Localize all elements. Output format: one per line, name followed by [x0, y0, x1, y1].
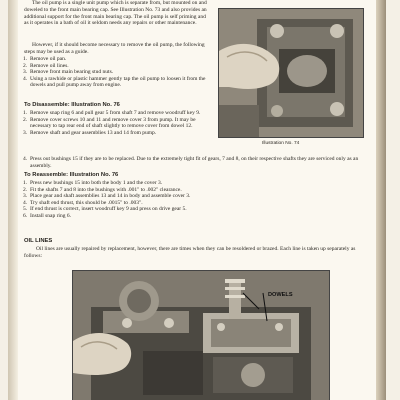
disassemble-steps-list-wide — [23, 156, 360, 169]
list-item: 3. Remove shaft and gear assemblies 13 and 14 from pump. — [23, 129, 157, 136]
reassemble-step-2-text: Fit the shafts 7 and 8 into the bushings with .001" to .002" clearance. — [30, 186, 182, 193]
page-edge-shadow — [376, 0, 386, 400]
reassemble-step-3-text: Place gear and shaft assemblies 13 and 14 in body and assemble cover 3. — [30, 193, 191, 200]
oil-pump-photo-top — [218, 8, 364, 138]
reassemble-steps-list — [23, 180, 350, 220]
removal-step-2-text: Remove oil lines. — [30, 62, 69, 69]
list-item: 4. Try shaft end thrust, this should be .0015" to .003". — [23, 199, 143, 206]
list-item: 3. Place gear and shaft assemblies 13 and 14 in body and assemble cover 3. — [23, 193, 191, 200]
list-item: 6. Install snap ring 6. — [23, 212, 71, 219]
disassemble-step-1-text: Remove snap ring 6 and pull gear 5 from shaft 7 and remove woodruff key 9. — [30, 110, 201, 116]
removal-step-4-text: Using a rawhide or plastic hammer gently tap the oil pump to loosen it from the dowels and pull pump away from engine. — [30, 75, 206, 89]
list-item: 1. Press new bushings 15 into both the body 1 and the cover 3. — [23, 180, 163, 186]
reassemble-step-5-text: If end thrust is correct, insert woodruff key 9 and press on drive gear 5. — [30, 206, 187, 213]
disassemble-step-2-text: Remove cover screws 10 and 11 and remove cover 3 from pump. It may be necessary to tap rear end of shaft slightly to remove cover from dowel 12. — [30, 116, 196, 130]
oil-lines-heading: OIL LINES — [24, 238, 53, 244]
disassemble-step-4-text: Press out bushings 15 if they are to be replaced. Due to the extremely tight fit of gears, 7 and 8, on their respective shafts they are serviced only as an assembly. — [30, 156, 359, 169]
list-item: 2. Fit the shafts 7 and 8 into the bushings with .001" to .002" clearance. — [23, 186, 182, 193]
list-item: 1. Remove oil pan. — [23, 56, 67, 62]
list-item: 5. If end thrust is correct, insert woodruff key 9 and press on drive gear 5. — [23, 206, 187, 213]
list-item: 3. Remove front main bearing stud nuts. — [23, 69, 114, 76]
oil-pump-removal-illustration — [219, 9, 363, 137]
removal-steps-list — [23, 56, 208, 89]
figure-caption-top: Illustration No. 74 — [262, 141, 300, 146]
disassemble-heading: To Disassemble: Illustration No. 76 — [24, 102, 120, 108]
reassemble-step-1-text: Press new bushings 15 into both the body 1 and the cover 3. — [30, 180, 163, 186]
oil-pump-photo-bottom — [72, 270, 330, 400]
oil-lines-paragraph: Oil lines are usually repaired by replacement, however, there are times when they can be resoldered or brazed. Each line is taken up separately as follows: — [24, 246, 356, 259]
list-item: 2. Remove oil lines. — [23, 62, 69, 69]
list-item: 1. Remove snap ring 6 and pull gear 5 from shaft 7 and remove woodruff key 9. — [23, 110, 201, 116]
oil-pump-disassembly-illustration — [73, 271, 329, 400]
intro-paragraph-1: The oil pump is a single unit pump which is separate from, but mounted on and doweled to the front main bearing cap. See Illustration No. 73 and also provides an additional support for the front main bearing cap. The oil pump is self priming and as it operates in a bath of oil it seldom needs any repairs or other maintenance. — [24, 0, 207, 27]
reassemble-heading: To Reassemble: Illustration No. 76 — [24, 172, 119, 178]
disassemble-steps-list — [23, 110, 210, 136]
binding-shadow — [8, 0, 18, 400]
disassemble-step-3-text: Remove shaft and gear assemblies 13 and 14 from pump. — [30, 129, 157, 136]
list-item: 4. Using a rawhide or plastic hammer gently tap the oil pump to loosen it from the dowels and pull pump away from engine. — [23, 75, 206, 89]
list-item: 2. Remove cover screws 10 and 11 and remove cover 3 from pump. It may be necessary to tap rear end of shaft slightly to remove cover from dowel 12. — [23, 116, 196, 130]
intro-paragraph-2: However, if it should become necessary to remove the oil pump, the following steps may be used as a guide. — [24, 42, 205, 55]
removal-step-3-text: Remove front main bearing stud nuts. — [30, 69, 114, 76]
reassemble-step-6-text: Install snap ring 6. — [30, 212, 71, 219]
list-item: 4. Press out bushings 15 if they are to be replaced. Due to the extremely tight fit of gears, 7 and 8, on their respective shafts they are serviced only as an assembly. — [23, 156, 359, 169]
removal-step-1-text: Remove oil pan. — [30, 56, 67, 62]
dowels-callout-label: DOWELS — [268, 292, 293, 298]
reassemble-step-4-text: Try shaft end thrust, this should be .0015" to .003". — [30, 199, 143, 206]
